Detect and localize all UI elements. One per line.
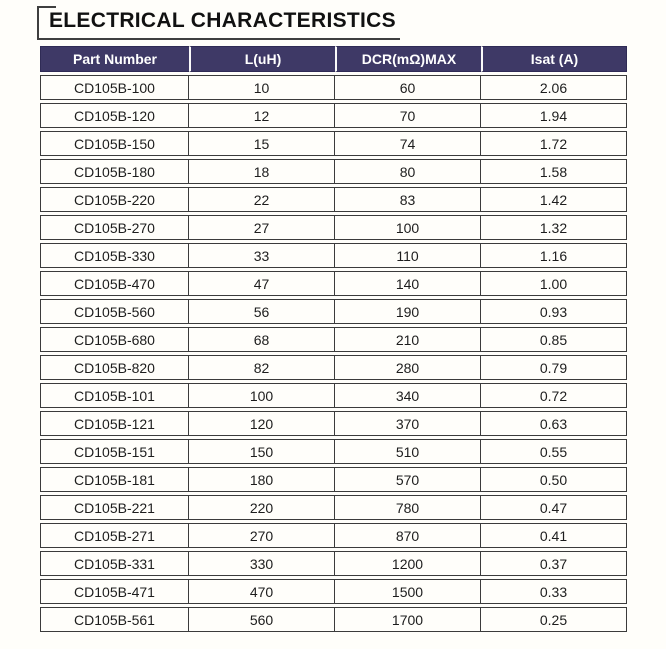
cell-isat: 0.55 <box>481 439 627 464</box>
cell-dcr-max: 870 <box>335 523 481 548</box>
page-title: ELECTRICAL CHARACTERISTICS <box>49 9 396 32</box>
table-row <box>40 271 627 296</box>
cell-part-number: CD105B-100 <box>40 75 189 100</box>
cell-l-uh: 180 <box>189 467 335 492</box>
cell-dcr-max: 570 <box>335 467 481 492</box>
cell-l-uh: 10 <box>189 75 335 100</box>
table-row <box>40 439 627 464</box>
cell-isat: 0.37 <box>481 551 627 576</box>
cell-isat: 1.00 <box>481 271 627 296</box>
cell-part-number: CD105B-820 <box>40 355 189 380</box>
cell-part-number: CD105B-221 <box>40 495 189 520</box>
cell-part-number: CD105B-121 <box>40 411 189 436</box>
table-row <box>40 299 627 324</box>
section-title-block <box>37 6 400 40</box>
cell-dcr-max: 280 <box>335 355 481 380</box>
cell-isat: 2.06 <box>481 75 627 100</box>
cell-isat: 1.58 <box>481 159 627 184</box>
cell-dcr-max: 140 <box>335 271 481 296</box>
cell-isat: 0.93 <box>481 299 627 324</box>
table-body <box>40 75 627 632</box>
cell-dcr-max: 110 <box>335 243 481 268</box>
cell-isat: 0.63 <box>481 411 627 436</box>
cell-l-uh: 82 <box>189 355 335 380</box>
cell-dcr-max: 190 <box>335 299 481 324</box>
cell-l-uh: 47 <box>189 271 335 296</box>
header-row <box>40 46 627 72</box>
cell-part-number: CD105B-271 <box>40 523 189 548</box>
cell-dcr-max: 80 <box>335 159 481 184</box>
cell-isat: 0.47 <box>481 495 627 520</box>
cell-l-uh: 22 <box>189 187 335 212</box>
cell-dcr-max: 70 <box>335 103 481 128</box>
table-row <box>40 215 627 240</box>
cell-l-uh: 27 <box>189 215 335 240</box>
cell-part-number: CD105B-680 <box>40 327 189 352</box>
cell-dcr-max: 340 <box>335 383 481 408</box>
cell-l-uh: 560 <box>189 607 335 632</box>
table-row <box>40 103 627 128</box>
cell-isat: 0.85 <box>481 327 627 352</box>
cell-dcr-max: 100 <box>335 215 481 240</box>
table-row <box>40 131 627 156</box>
table-row <box>40 411 627 436</box>
table-row <box>40 355 627 380</box>
cell-l-uh: 15 <box>189 131 335 156</box>
cell-dcr-max: 780 <box>335 495 481 520</box>
cell-l-uh: 120 <box>189 411 335 436</box>
cell-isat: 0.50 <box>481 467 627 492</box>
column-header-part-number: Part Number <box>40 46 189 72</box>
cell-part-number: CD105B-180 <box>40 159 189 184</box>
cell-isat: 0.33 <box>481 579 627 604</box>
table-row <box>40 243 627 268</box>
cell-part-number: CD105B-560 <box>40 299 189 324</box>
cell-l-uh: 56 <box>189 299 335 324</box>
column-header-dcr-max: DCR(mΩ)MAX <box>335 46 481 72</box>
cell-part-number: CD105B-331 <box>40 551 189 576</box>
cell-part-number: CD105B-220 <box>40 187 189 212</box>
cell-dcr-max: 1700 <box>335 607 481 632</box>
cell-dcr-max: 210 <box>335 327 481 352</box>
cell-isat: 0.72 <box>481 383 627 408</box>
table-row <box>40 75 627 100</box>
cell-l-uh: 100 <box>189 383 335 408</box>
electrical-characteristics-table <box>40 43 627 635</box>
cell-part-number: CD105B-151 <box>40 439 189 464</box>
cell-isat: 1.16 <box>481 243 627 268</box>
cell-dcr-max: 370 <box>335 411 481 436</box>
cell-l-uh: 330 <box>189 551 335 576</box>
table-row <box>40 495 627 520</box>
cell-isat: 1.94 <box>481 103 627 128</box>
cell-l-uh: 220 <box>189 495 335 520</box>
cell-part-number: CD105B-150 <box>40 131 189 156</box>
table-row <box>40 327 627 352</box>
table-row <box>40 607 627 632</box>
cell-dcr-max: 1500 <box>335 579 481 604</box>
cell-l-uh: 12 <box>189 103 335 128</box>
table-header <box>40 46 627 72</box>
cell-part-number: CD105B-561 <box>40 607 189 632</box>
cell-part-number: CD105B-330 <box>40 243 189 268</box>
cell-isat: 1.72 <box>481 131 627 156</box>
cell-l-uh: 33 <box>189 243 335 268</box>
cell-part-number: CD105B-471 <box>40 579 189 604</box>
cell-isat: 1.32 <box>481 215 627 240</box>
cell-part-number: CD105B-101 <box>40 383 189 408</box>
cell-dcr-max: 1200 <box>335 551 481 576</box>
table-row <box>40 159 627 184</box>
column-header-isat: Isat (A) <box>481 46 627 72</box>
cell-isat: 0.25 <box>481 607 627 632</box>
cell-dcr-max: 74 <box>335 131 481 156</box>
cell-dcr-max: 510 <box>335 439 481 464</box>
cell-l-uh: 18 <box>189 159 335 184</box>
cell-part-number: CD105B-470 <box>40 271 189 296</box>
cell-dcr-max: 60 <box>335 75 481 100</box>
column-header-l-uh: L(uH) <box>189 46 335 72</box>
table-row <box>40 523 627 548</box>
cell-isat: 0.41 <box>481 523 627 548</box>
cell-dcr-max: 83 <box>335 187 481 212</box>
cell-part-number: CD105B-120 <box>40 103 189 128</box>
table-row <box>40 467 627 492</box>
cell-isat: 1.42 <box>481 187 627 212</box>
cell-l-uh: 150 <box>189 439 335 464</box>
cell-part-number: CD105B-270 <box>40 215 189 240</box>
table-row <box>40 579 627 604</box>
cell-l-uh: 270 <box>189 523 335 548</box>
cell-l-uh: 470 <box>189 579 335 604</box>
cell-isat: 0.79 <box>481 355 627 380</box>
table-row <box>40 187 627 212</box>
cell-l-uh: 68 <box>189 327 335 352</box>
table-row <box>40 551 627 576</box>
cell-part-number: CD105B-181 <box>40 467 189 492</box>
table-row <box>40 383 627 408</box>
